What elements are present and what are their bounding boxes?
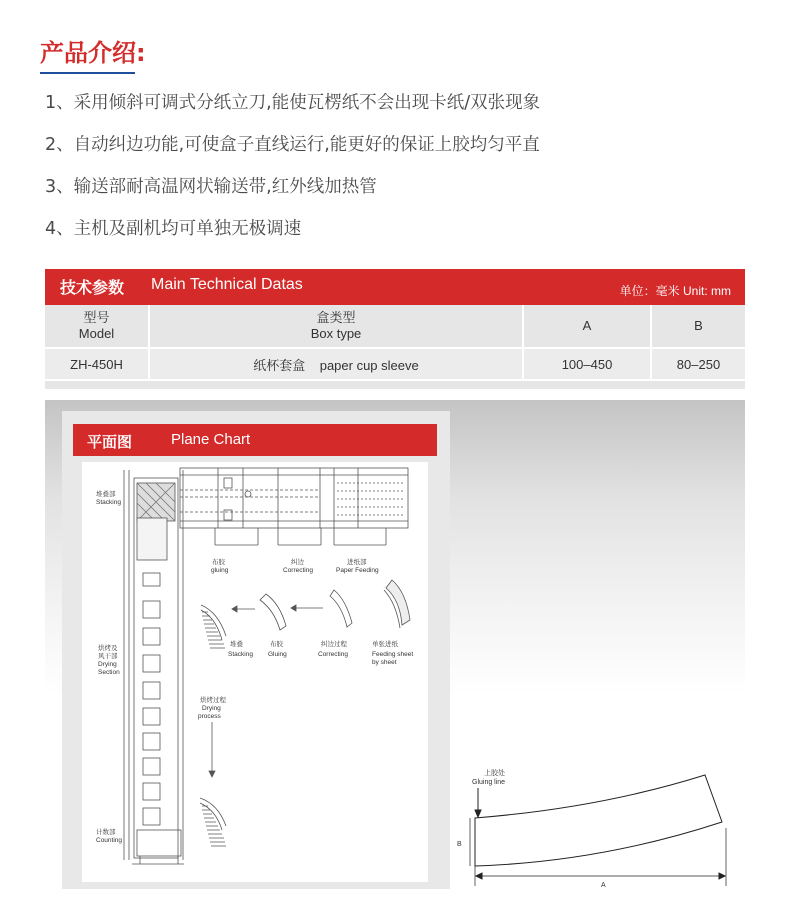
proc-correcting-en: Correcting	[318, 651, 348, 658]
conveyor-frame	[180, 468, 408, 528]
cell-box-type: 纸杯套盒 paper cup sleeve	[149, 348, 523, 380]
page-title: 产品介绍:	[40, 39, 146, 67]
proc-stacking-cn: 堆叠	[230, 641, 243, 648]
feature-item: 2、自动纠边功能,可使盒子直线运行,能更好的保证上胶均匀平直	[45, 135, 540, 155]
spec-title-en: Main Technical Datas	[151, 276, 303, 293]
feature-item: 4、主机及副机均可单独无极调速	[45, 219, 302, 239]
feature-item: 3、输送部耐高温网状输送带,红外线加热管	[45, 177, 377, 197]
proc-correcting-cn: 纠边过程	[321, 641, 347, 648]
proc-stacking-en: Stacking	[228, 651, 253, 658]
label-correcting-cn: 纠边	[291, 559, 304, 566]
label-drying-en1: Drying	[98, 661, 117, 668]
drive-box	[137, 518, 167, 560]
header-model-en: Model	[78, 326, 115, 341]
label-gluing-en: gluing	[211, 567, 229, 574]
cell-b: 80–250	[651, 348, 745, 380]
label-drying-cn2: 风干部	[98, 653, 118, 660]
label-drying-cn1: 烘烤及	[98, 645, 118, 652]
header-box-cn: 盒类型	[316, 310, 356, 325]
sleeve-dim-a: A	[601, 882, 606, 889]
spec-title-cn: 技术参数	[60, 278, 125, 297]
proc-feeding-cn: 单张进纸	[372, 641, 398, 648]
proc-gluing-en: Gluing	[268, 651, 287, 658]
cell-a: 100–450	[523, 348, 651, 380]
proc-drying-en1: Drying	[202, 705, 221, 712]
proc-drying-cn: 烘烤过程	[200, 697, 226, 704]
sleeve-gluing-cn: 上胶处	[484, 770, 505, 777]
sleeve-gluing-en: Gluing line	[472, 779, 506, 786]
sleeve-dim-b: B	[457, 841, 462, 848]
label-feeding-cn: 进纸部	[347, 559, 367, 566]
header-a: A	[523, 305, 651, 348]
label-feeding-en: Paper Feeding	[336, 567, 379, 574]
gluing-sleeve	[260, 594, 286, 630]
plane-chart-title-cn: 平面图	[87, 433, 133, 451]
label-stacking-cn: 堆叠部	[96, 491, 116, 498]
proc-feeding-en1: Feeding sheet	[372, 651, 414, 658]
plane-chart-title-en: Plane Chart	[171, 431, 251, 448]
sleeve-shape	[475, 775, 722, 866]
proc-drying-en2: process	[198, 713, 221, 720]
proc-gluing-cn: 布胶	[270, 641, 283, 648]
label-drying-en2: Section	[98, 669, 120, 676]
cell-model: ZH-450H	[45, 348, 149, 380]
correcting-sleeve	[330, 590, 352, 627]
label-correcting-en: Correcting	[283, 567, 313, 574]
label-stacking-en: Stacking	[96, 499, 121, 506]
proc-feeding-en2: by sheet	[372, 659, 397, 666]
counting-box	[137, 830, 181, 856]
label-gluing-cn: 布胶	[212, 559, 225, 566]
label-counting-en: Counting	[96, 837, 123, 844]
header-box-en: Box type	[310, 326, 362, 341]
stacking-sleeve	[201, 605, 226, 640]
label-counting-cn: 计数部	[96, 829, 116, 836]
header-b: B	[651, 305, 745, 348]
feature-item: 1、采用倾斜可调式分纸立刀,能使瓦楞纸不会出现卡纸/双张现象	[45, 93, 541, 113]
header-model-cn: 型号	[83, 310, 110, 325]
spec-unit: 单位：毫米 Unit: mm	[619, 284, 731, 298]
